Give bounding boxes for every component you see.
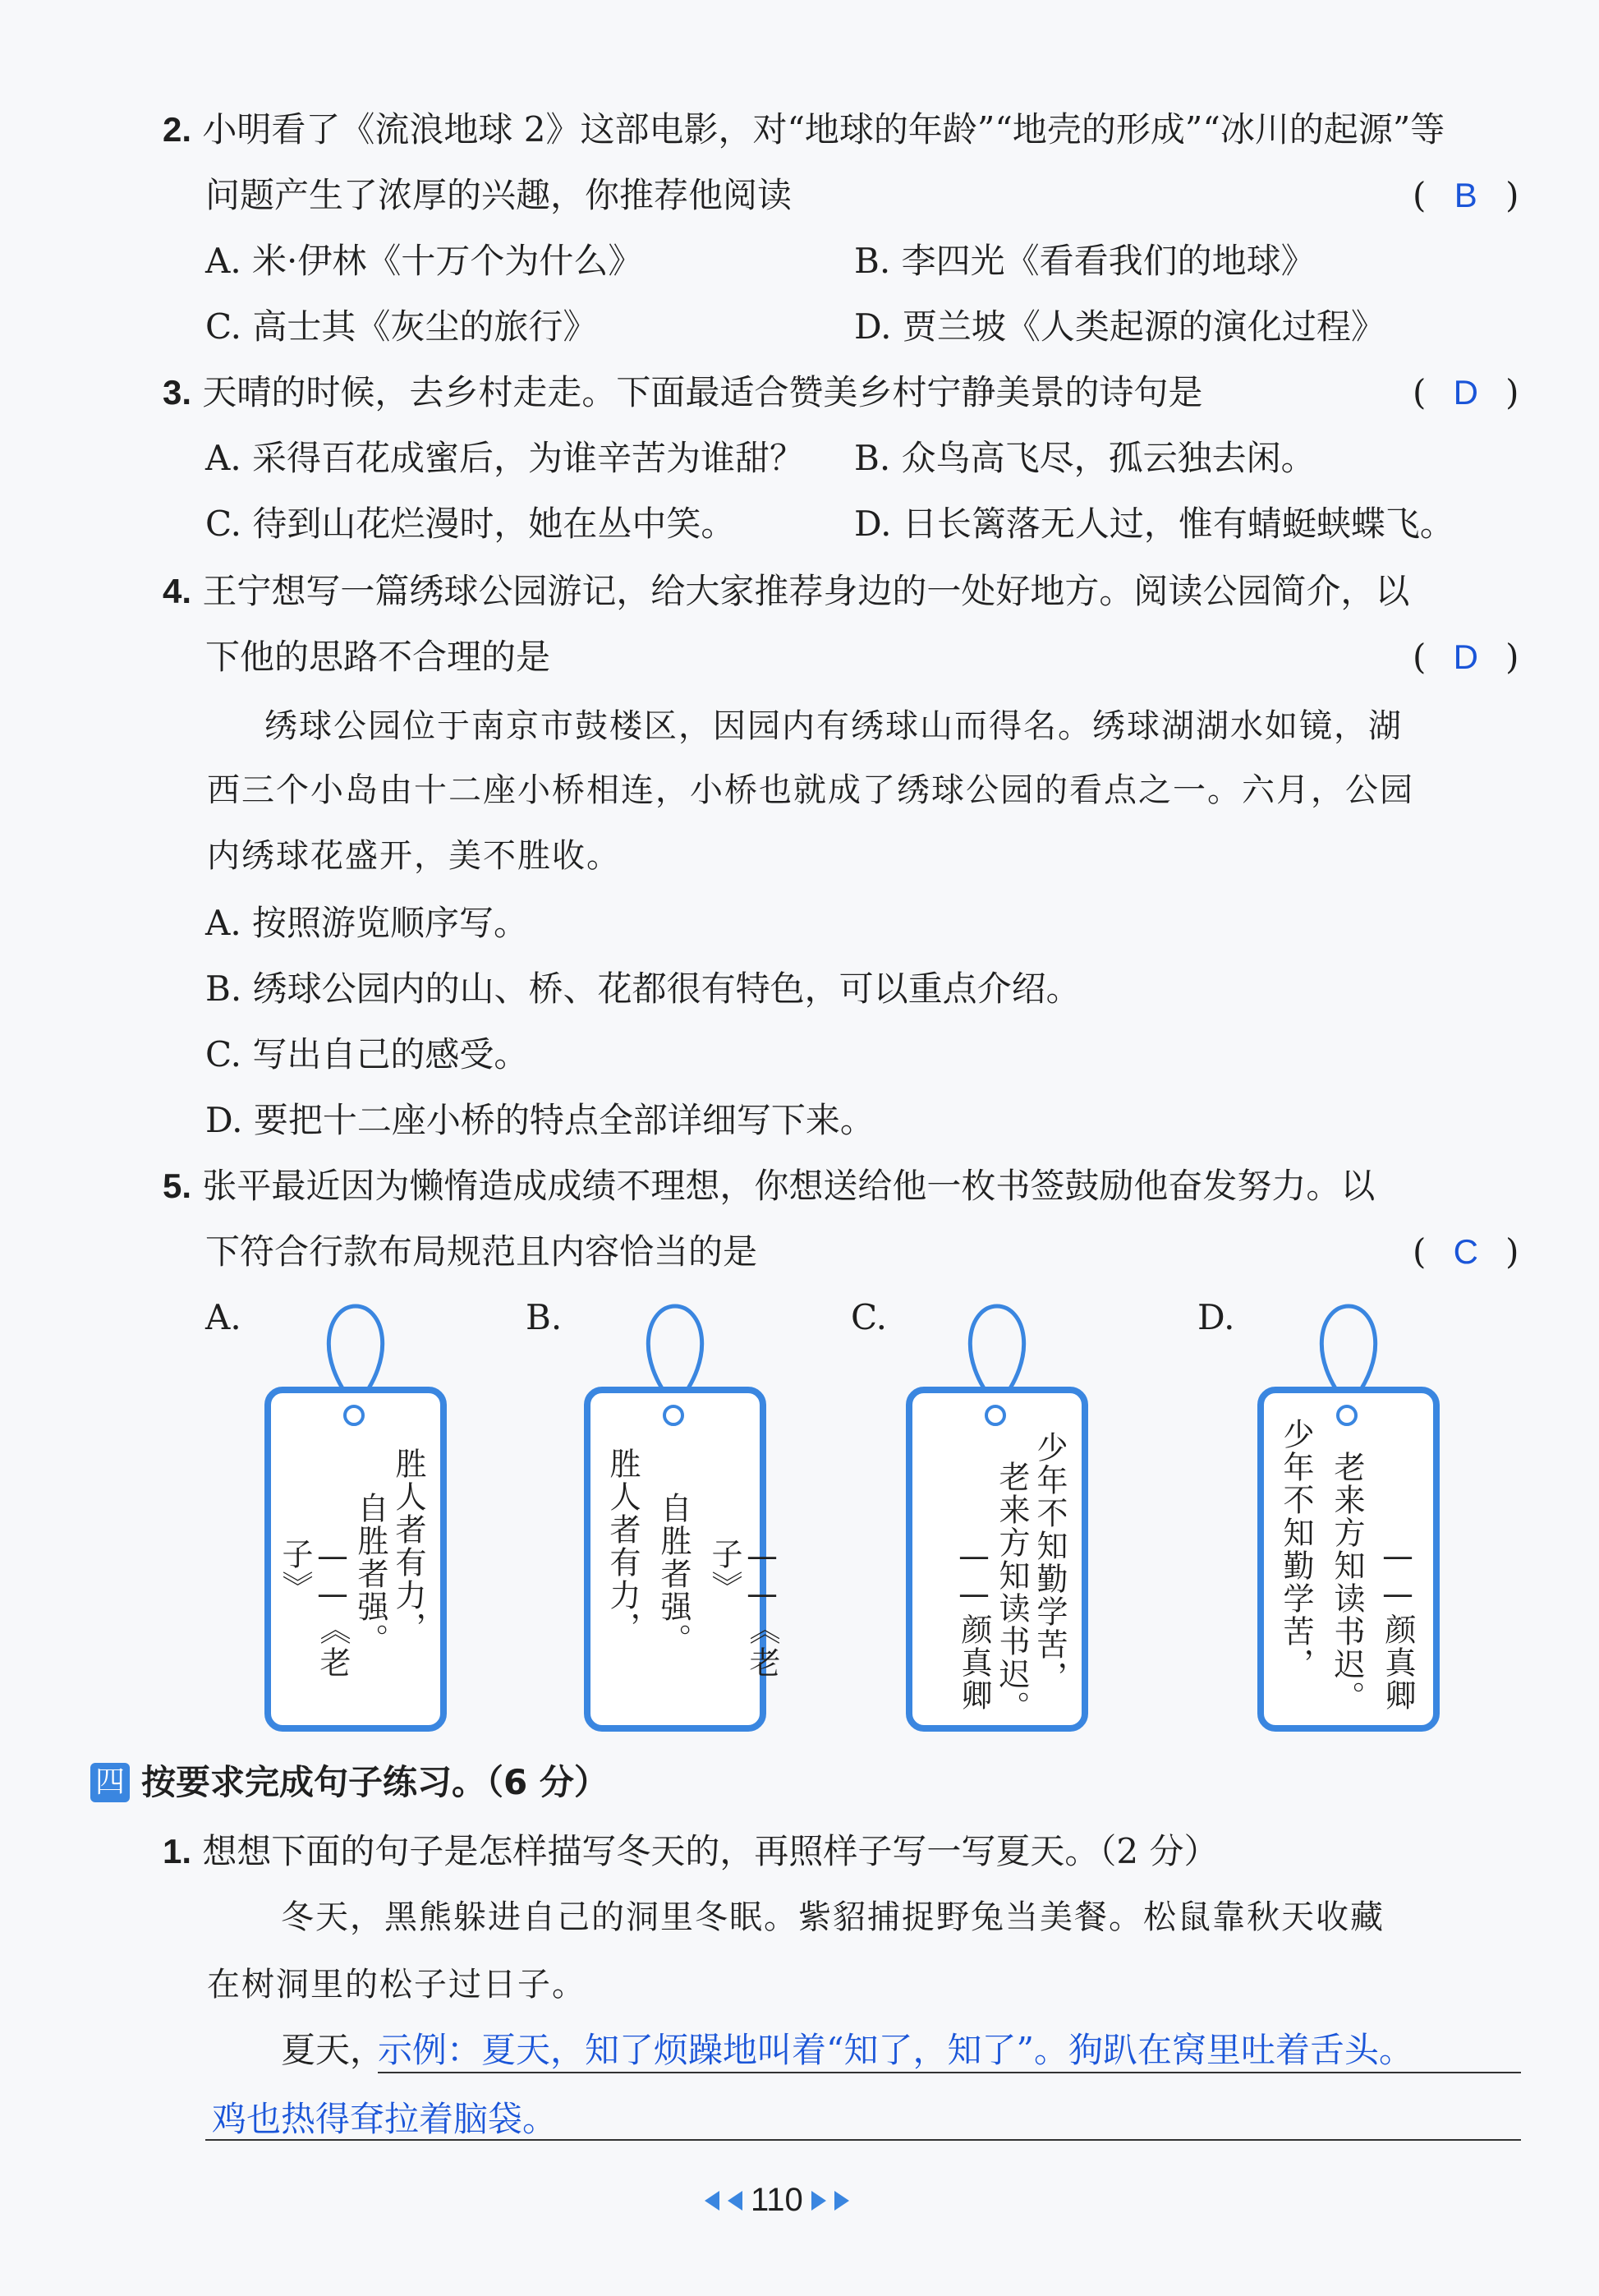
next-arrow-icon bbox=[811, 2191, 826, 2211]
q4-line1: 4. 王宁想写一篇绣球公园游记，给大家推荐身边的一处好地方。阅读公园简介，以 bbox=[163, 571, 1410, 611]
q4-option-d: D. 要把十二座小桥的特点全部详细写下来。 bbox=[205, 1100, 875, 1140]
q5-line2: 下符合行款布局规范且内容恰当的是 bbox=[205, 1231, 758, 1272]
q2-number: 2. bbox=[163, 110, 192, 149]
q4-option-a: A. 按照游览顺序写。 bbox=[205, 903, 529, 943]
q3-option-c: C. 待到山花烂漫时，她在丛中笑。 bbox=[205, 504, 736, 544]
q4-line2: 下他的思路不合理的是 bbox=[205, 637, 551, 677]
card-d-col3: ——颜真卿 bbox=[1380, 1538, 1416, 1712]
q2-option-c: C. 高士其《灰尘的旅行》 bbox=[205, 306, 598, 347]
s4q1-passage-line1: 冬天，黑熊躲进自己的洞里冬眠。紫貂捕捉野兔当美餐。松鼠靠秋天收藏 bbox=[281, 1898, 1385, 1936]
q5-label-b: B. bbox=[526, 1297, 563, 1337]
s4q1-answer-line1: 示例：夏天，知了烦躁地叫着“知了，知了”。狗趴在窝里吐着舌头。 bbox=[378, 2030, 1413, 2070]
card-a-col1: 胜人者有力， bbox=[390, 1447, 426, 1645]
card-c-col3: ——颜真卿 bbox=[956, 1538, 992, 1712]
q5-label-d: D. bbox=[1197, 1297, 1235, 1337]
card-b-col3: ——《老子》 bbox=[706, 1538, 780, 1679]
q5-line1: 5. 张平最近因为懒惰造成成绩不理想，你想送给他一枚书签鼓励他奋发努力。以 bbox=[163, 1166, 1376, 1206]
card-c-col1: 少年不知勤学苦， bbox=[1032, 1431, 1068, 1694]
q4-answer: ( D ) bbox=[1413, 637, 1519, 677]
prev-arrow-icon bbox=[728, 2191, 742, 2211]
card-a-col2: 自胜者强。 bbox=[352, 1492, 388, 1656]
q2-option-d: D. 贾兰坡《人类起源的演化过程》 bbox=[854, 306, 1385, 347]
bookmark-card-d bbox=[1257, 1387, 1440, 1732]
card-d-col1: 少年不知勤学苦， bbox=[1278, 1418, 1314, 1681]
s4q1-line1: 1. 想想下面的句子是怎样描写冬天的，再照样子写一写夏天。（2 分） bbox=[163, 1831, 1219, 1871]
answer-underline-2 bbox=[205, 2139, 1521, 2141]
q2-line1: 2. 小明看了《流浪地球 2》这部电影，对“地球的年龄”“地壳的形成”“冰川的起源”等 bbox=[163, 109, 1445, 150]
q3-option-a: A. 采得百花成蜜后，为谁辛苦为谁甜？ bbox=[205, 438, 805, 478]
s4q1-prompt: 夏天， bbox=[281, 2030, 385, 2070]
section-title: 按要求完成句子练习。（6 分） bbox=[141, 1762, 609, 1802]
bookmark-card-b bbox=[584, 1387, 780, 1732]
s4q1-answer-line2: 鸡也热得耷拉着脑袋。 bbox=[212, 2099, 558, 2139]
section-badge: 四 bbox=[90, 1763, 130, 1802]
bookmark-hole-icon bbox=[1336, 1405, 1358, 1426]
card-d-col2: 老来方知读书迟。 bbox=[1329, 1451, 1365, 1714]
q4-passage-line1: 绣球公园位于南京市鼓楼区，因园内有绣球山而得名。绣球湖湖水如镜，湖 bbox=[264, 707, 1403, 745]
page-number bbox=[705, 2182, 849, 2219]
page-number-text: 110 bbox=[751, 2182, 803, 2218]
q3-line1: 3. 天晴的时候，去乡村走走。下面最适合赞美乡村宁静美景的诗句是 bbox=[163, 372, 1203, 412]
q3-option-d: D. 日长篱落无人过，惟有蜻蜓蛱蝶飞。 bbox=[854, 504, 1454, 544]
q2-answer: ( B ) bbox=[1413, 175, 1519, 215]
bookmark-hole-icon bbox=[985, 1405, 1006, 1426]
prev-arrow-icon bbox=[705, 2191, 719, 2211]
q5-answer: ( C ) bbox=[1413, 1231, 1519, 1272]
answer-underline-1 bbox=[378, 2072, 1521, 2073]
q4-option-c: C. 写出自己的感受。 bbox=[205, 1034, 529, 1074]
card-a-col3: ——《老子》 bbox=[277, 1538, 351, 1679]
q2-line2: 问题产生了浓厚的兴趣，你推荐他阅读 bbox=[205, 175, 793, 215]
bookmark-hole-icon bbox=[663, 1405, 684, 1426]
q4-passage-line2: 西三个小岛由十二座小桥相连，小桥也就成了绣球公园的看点之一。六月，公园 bbox=[207, 771, 1414, 809]
next-arrow-icon bbox=[834, 2191, 849, 2211]
q3-option-b: B. 众鸟高飞尽，孤云独去闲。 bbox=[854, 438, 1316, 478]
bookmark-card-a bbox=[264, 1387, 447, 1732]
q5-label-c: C. bbox=[851, 1297, 887, 1337]
card-b-col2: 自胜者强。 bbox=[655, 1492, 692, 1656]
card-c-col2: 老来方知读书迟。 bbox=[994, 1461, 1030, 1723]
bookmark-hole-icon bbox=[343, 1405, 365, 1426]
q5-label-a: A. bbox=[205, 1297, 241, 1337]
q2-option-a: A. 米·伊林《十万个为什么》 bbox=[205, 241, 643, 281]
bookmark-card-c bbox=[906, 1387, 1088, 1732]
s4q1-passage-line2: 在树洞里的松子过日子。 bbox=[207, 1966, 586, 2004]
q4-option-b: B. 绣球公园内的山、桥、花都很有特色，可以重点介绍。 bbox=[205, 969, 1081, 1009]
q3-answer: ( D ) bbox=[1413, 372, 1519, 412]
q4-passage-line3: 内绣球花盛开，美不胜收。 bbox=[207, 837, 621, 875]
card-b-col1: 胜人者有力， bbox=[604, 1447, 641, 1645]
q2-option-b: B. 李四光《看看我们的地球》 bbox=[854, 241, 1316, 281]
